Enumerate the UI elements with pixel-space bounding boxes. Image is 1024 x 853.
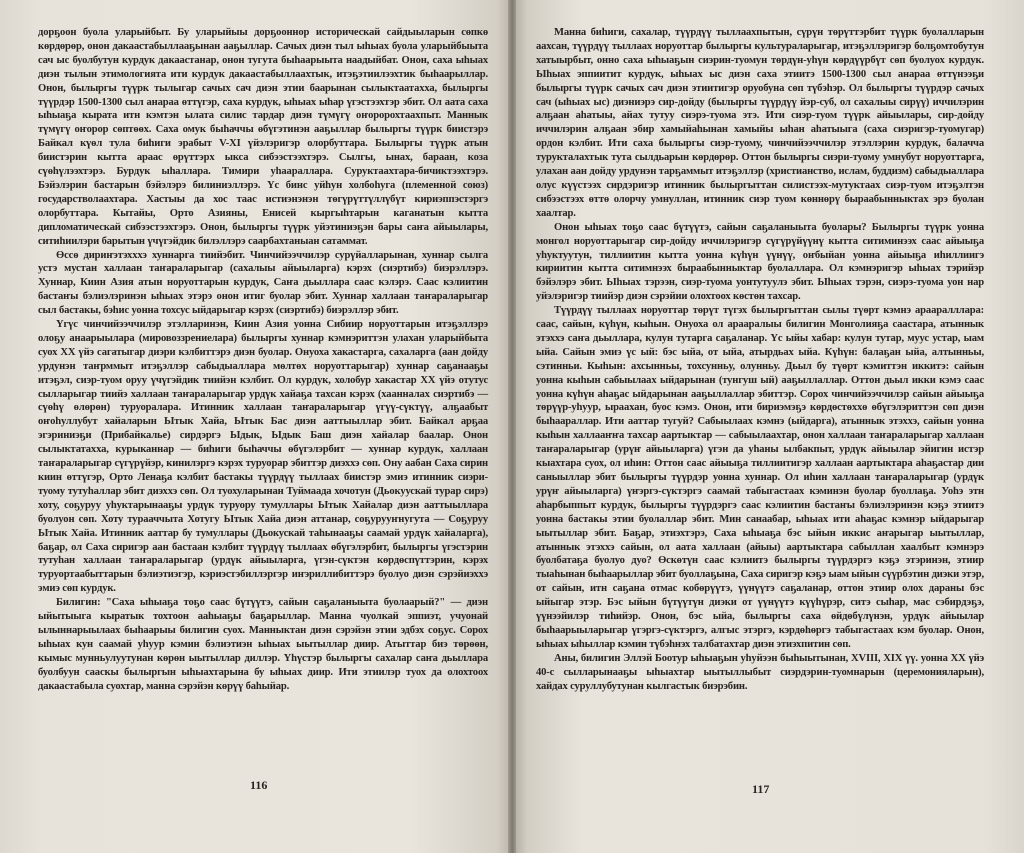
book-gutter bbox=[508, 0, 516, 853]
paragraph: Билигин: "Саха ыһыаҕа тоҕо саас бүтүүтэ, сайын саҕаланыыта буолаарый?" — диэн ыйытыыга кыратык тохтоон ааһыаҕы баҕарыллар. Манна чуолкай эппиэт, учуонай ылыннарыылаах быһаарыы билигин суох. Манныктан диэн сэрэйэн этии эдбэх соҕус. Сорох ыһыах кун саамай уһуур кэмин бэлиэтиэн ыһыах ыытыллар диир. Атыттар биэ төрөөн, кымыс мунньулуутунан көрөн ыытыллар диллэр. Үһүстэр былыргы сахалар саҥа дьыллара буолбуун сааскы былыргын ыһыахтарына бу ыһыах диир. Ити этиилэр туох да олохтоох дакаастабыла суохтар, манна сэрэйэн көрүү баһыйар. bbox=[38, 597, 488, 692]
paragraph: дорҕоон буола уларыйбыт. Бу уларыйыы дорҕооннор историческай сайдыыларын сөпкө көрдөрөр, онон дакаастабыллааҕынан ааҕыллар. Сачых диэн тыл ыһыах буола уларыйбыыта сач ыс буолбутун курдук дакаастанар, онон тугута быһаарыыта наадыйбат. Онон, саха ыһыах диэн тылын этимологията ити курдук дакаастабыллаахтык, итэҕэтиилээхтик быһаарыллар. Онон, былыргы түүрк тылыгар сачых сач диэн этии баарынан сылыктаатахха, былыргы түүрдэр 1500-1300 сыл анараа өттүгэр, саха курдук, ыһыах ыһар үгэстээхтэр эбит. Ол аата саха ыһыаҕа кырата итн кэмтэн ылата силис тардар диэн түмүгү оҥоророхтаахпыт. Маннык түмүгү оҥорор сөптөөх. Саха омук быһаччы өбүгэтинэн ааҕыллар былыргы түүрк биистэрэ Байкал күөл тула биһиги эрабыт V-XI үйэлэригэр олорбуттара. Былыргы түүрк атын биистэрин кытта арааc өрүттэрх ыкса сибээстээхтэрэ. Сылгы, ынах, бараан, коза сүөһүлээхтэрэ. Бурдук ыһаллара. Тимири уһаараллара. Суруктаахтара-бичиктээхтэрэ. Бэйэлэрин бастарын бэйэлэрэ билиниэллэрэ. Үс бинс уйһун холбоһуга (племенной союз) государстволаахтара. Хастыы да хос таас истиэнэнэн төгүрүттүллүбүт кириэппэстэргэ олорбуттара. Кытайы, Орто Азияны, Енисей кыргыһтарын каганатын кытта дипломатическай сибээстээхтэрэ. Онон, былыргы түүрк уйэтиниэҕэн бары саҥа айыылары, ситиһиилэри барытын үчүгэйдик билэллэрэ саарбахтаныан сатаммат. bbox=[38, 27, 488, 247]
paragraph: Аны, билигин Эллэй Боотур ыһыаҕын уһуйээн быһыытынан, XVIII, XIX үү. уонна ХХ үйэ 40-с сылларынааҕы ыһыахтар ыытыллыбыт сиэрдэрин-туомнарын (церемонияларын), хайдах суруллубутунан кылгастык биэрэбин. bbox=[536, 652, 984, 692]
left-page-text bbox=[38, 26, 488, 694]
paragraph: Үгүс чинчийээччилэр этэлларинэн, Киин Азия уонна Сибиир норуоттарын итэҕэллэрэ олоҕу анаарыылара (мировоззрениелара) былыргы хуннар кэмнэриттэн улахан уларыйбыта суох ХХ үйэ сагатыгар диэри кэлбиттэрэ диэн буолар. Онуоха хакастарга, сахаларга (аан дойду урдунэн таҥрммыт итэҕэллэр сабыдыаллара мөлтөх норуоттарыгар) хуннар саҕанааҕы итэҕэл, сиэр-туом оруу үчүгэйдик тиийэн кэлбит. Ол курдук, холобур хакастар ХХ үйэ отутус сылларыгар тиийэ халлаан таҥараларыгар урдүк хайаҕа тахсан кэрэх (хаанналах сиэртибэ — сүөһү өлөрөн) туруоралара. Итинник халлаан таҥараларыгар үгүү-сүктүү, алҕаабыт оҥоһуллубут хайаларын Ытык Хайа, Ытык Бас диэн ааттыыллар эбит. Байкал арҕаа эгэриниэҕи (Прибайкалье) сирдэргэ Ыдык, Ыдык Баш диэн хайалар баалар. Онон сылыктатахха, курыканнар — биһиги быһаччы өбүгэлэрбит — хуннар курдук, халлаан таҥараларыгар сүгүрүйэр, кинилэргэ кэрэх туруорар эбиттэр диэххэ сөп. Ону аабан Саха сирин киин өттүгэр, Орто Ленаҕа кэлбит бастакы түүрдүү тыллаах биистэр эмиэ итинник сиэри-туому тутуһаллар эбит диэххэ сөп. Ол туохуларынан Туймаада хочотун (Дьокуускай турар сирэ) хоту, соҕуруу уһуктарынааҕы урдүк туруору тумуллары Ытык Хайалар диэн ааттыыллара буолуон сөп. Хоту турааччыта Хотугу Ытык Хайа диэн аттанар, соҕурууҥнугута — Соҕуруу Ытык Хайа. Итинник ааттар бу тумуллары (Дьокускай таһынааҕы саамай урдүк хайаларга), баҕар, ол Саха сиригэр аан бастаан кэлбит түүрдүү тыллаах өбүгэлэрбит, былыргы үгэстэрин тутуһан халлаан таҥараларыгар (урдүк айыыларга, үгэн-сүктэн көрдөспүттэрин, кэрэх туруортаабыттарын бэлиэтиэгэр, кэриэстэбиллэргэр иҥэриллибиттэрэ буолуо диэн сэрэйиэххэ эмиэ сөп курдук. bbox=[38, 319, 488, 595]
page-number: 117 bbox=[752, 782, 770, 796]
paragraph: Манна биһиги, сахалар, түүрдүү тыллаахпытын, сүрүн төрүттэрбит түүрк буолалларын аахсан, түүрдүү тыллаах норуоттар былыргы культураларыгар, итэҕэллэригэр болҕомтобутун хатыырбыт, онно саха ыһыаҕын сиэрин-туомун төрдүн-уһүн көрдүүрбүт сөп буолуох курдук. Ыһыах эппиитит курдук, ыһыах ыс диэн саха этиитэ 1500-1300 сыл анараа өттүнээҕи былыргы түүрк сачых сач диэн этиитигэр оруобуна сөп түбэһэр. Ол былыргы түүрдэр сачых сач (ыһыах ыс) диэниэрэ сир-дойду (былыргы түүрдүү йэр-суб, ол сахалыы сирүү) иччилэрин алҕаан аһатыы, айах тутуу сиэрэ-туома этэ. Ити сиэр-туом түүрк айыылары, сир-дойду иччилэрин алҕаан эбир хамыйаһынан хамыйы ыһан аһатыыга (саха сиэригэр-туомугар) ордон кэлбит. Ити саха былыргы сиэр-туому, чинчийээччилэр этэллэрин курдук, балачча турукталахтык тута сылдьарын көрдөрөр. Оттон былыргы сиэри-туому умнубут норуоттарга, улахан аан дойду урдунэн тарҕаммыт итэҕэллэр (христианство, ислам, буддизм) сабыдыаллара олус күүстээх сирдэригэр итинник былыргыттан силистээх-мутуктаах сиэр-туом итэҕэлтэн сибээстээх өттө олорчу умнуллан, итинник сиэр туом көннөрү быраабынныктах эрэ буолан хаалтар. bbox=[536, 27, 984, 219]
paragraph: Түүрдүү тыллаах норуоттар төрүт түгэх былыргыттан сылы түөрт кэмнэ арааралллара: саас, сайын, күһүн, кыһын. Онуоха ол арааралыы билигин Монголияҕа саастара, атыннык этэххэ саҥа дьыллара, кулун тутарга саҕаланар. Үс ыйы хабар: кулун тутар, муус устар, ыам ыйа. Сайын эмиэ үс ый: бэс ыйа, от ыйа, атырдьах ыйа. Күһүн: балаҕан ыйа, алтынньы, сэтинньи. Кыһын: ахсынньы, тохсунньу, олунньу. Дьыл бу түөрт кэмиттэн иккитэ: сайын уонна кыһын сабыылаах ыйдарынан (тунгуш ый) ааҕыллаллар. Оттон дьыл икки кэмэ саас уонна күһүн аһаҕас ыйдарынан ааҕыллаллар эбиттэр. Сорох чинчийээччилэр сайын айыыҕа төрүүр-уһуур, ыраахан, буос кэмэ. Онон, ити бириэмэҕэ көрдөстөххө өбүгэлэриттэн сөп диэн быһаараллар. Ити ааттар тугуй? Сабыылаах кэмнэ (ыйдарга), атыннык этэххэ, сайын уонна кыһын халлааҥҥа тахсар аартыктар — сабыылаахтар, онон халлаан таҥараларыгар халлаан таҥараларыгар (урүҥ айыыларга) үгэн да уһаны ылбакпыт, урдүк айыылар эйигин истэр кыахтара суох, ол иһин: Оттон саас айыыҕа тиллиитигэр халлаан аартыктара аһаҕастар дии саныыллар эбит былыргы түүрдэр уонна хуннар. Ол иһин халлаан таҥараларыгар (урдүк урүҥ айыыларга) үҥэргэ-сүктэргэ саамай табыгастаах кэминэн буолар буоллаҕа. Уоһэ этн аһарбыппыт курдук, былыргы түүрдэргэ саас кэлиитин бастаҥы бэлиэлэринэн кэҕэ этиитэ уонна бастакы этии буолаллар эбит. Мин санаабар, ыһыах ити аһаҕас кэмнэр ыйдарыгар ыытыллар эбит. Баҕар, этиэхтэрэ, Саха ыһыаҕа бэс ыйын иккис аҥарыгар ыытыллар, атыннык этэххэ сайын, ол аата халлаан (айыы) аартыктара сабыллан хаалбыт кэмнэрэ буолбатаҕа буолуо дуо? Өскөтүн саас кэлиитэ былыргы түүрдэргэ кэҕэ этэринэн, этиир тыаһынан быһаарыллар эбит буоллаҕына, Саха сиригэр кэҕэ ыам ыйын сүүрбэтин диэки этэр, от сайын, итн саҕана отмас кобөрүүтэ, үүнүүтэ саҕаланар, оттон этиир олох дараны бэс ыйыгар этэр. Бэс ыйын бүтүүтүн диэки от үүнүүтэ күүһүрэр, ситэ сыһар, мас сэбирдэҕэ, үүнээйилэр тиһийэр. Онон, бэс ыйа, былыргы саха өйдөбүлүнэн, урдүк айыылар быһаарыыларыгар үгэргэ-сүктэргэ, алгыс этэргэ, кэрдөһөргэ табыгастаах кэм буолар. Онон, ыһыах ыһыллар кэмин түбэһнэх талбатахтар диэн этиэхпитин сөп. bbox=[536, 305, 984, 650]
right-page-text bbox=[536, 26, 984, 694]
paragraph: Өссө дириҥэтэхххэ хуннарга тиийэбит. Чинчийээччилэр сурүйалларынан, хуннар сылга устэ мустан халлаан таҥараларыгар (сахалыы айыыларга) кэрэх (сиэртибэ) биэрэллэрэ. Хуннар, Киин Азия атын норуоттарын курдук, Саҥа дьыллара саас кэлэрэ. Саас кэлиитин бастаҥы бэлиэлэринэн ыһыах этэрэ онон итиг буолар эбит. Хуннар халлаан таҥараларыгар сыл бастакы, бэһис уонна тохсус ыйдарыгар кэрэх (сиэртибэ) биэрэллэр эбит. bbox=[38, 249, 488, 317]
right-page bbox=[512, 0, 1024, 853]
page-number: 116 bbox=[250, 778, 268, 792]
paragraph: Онон ыһыах тоҕо саас бүтүүтэ, сайын саҕаланыыта буолары? Былыргы түүрк уонна монгол норуоттарыгар сир-дойду иччилэригэр сүгүрүйүүнү кытта ситиминээх саас айыыҕа уһуктуутун, тиллиитин кытта уонна күһүн үүнүү, оҥбыйан уонна айыыҕа иһиллиигэ кириитин кытта ситимнээх быраабынныктар буолаллара. Ол кэмнэригэр ыһыах тэрийэр бэйэлэрэ эбит. Ыһыах тэрээн, сиэр-туома уонтутуулэ эбит. Ыһыах тэрэн, сиэрэ-туома уон нар уйэлэригэр тиийэр диэн сэрэйии олохтоох көстөн тахсар. bbox=[536, 221, 984, 303]
